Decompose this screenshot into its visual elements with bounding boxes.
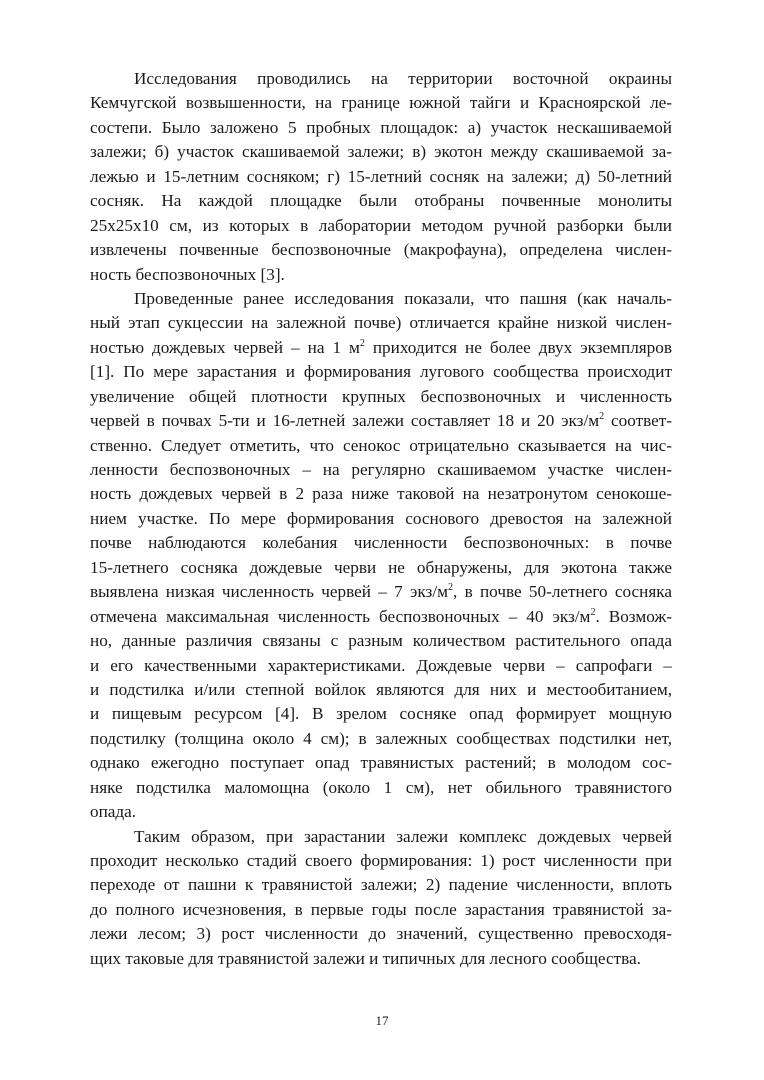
text-line: няке подстилка маломощна (около 1 см), нет обильного травянистого [90, 777, 672, 797]
text-line: ственно. Следует отметить, что сенокос отрицательно сказывается на чис- [90, 435, 672, 455]
text-line: Исследования проводились на территории восточной окраины [134, 69, 672, 88]
text-line: но, данные различия связаны с разным количеством растительного опада [90, 631, 672, 651]
text-line: опада. [90, 802, 137, 822]
text-line: и его качественными характеристиками. Дождевые черви – сапрофаги – [90, 655, 672, 675]
page-number: 17 [375, 1013, 389, 1028]
text-line: ность дождевых червей в 2 раза ниже таковой на незатронутом сенокоше- [90, 484, 672, 504]
text-line: и подстилка и/или степной войлок являются для них и местообитанием, [90, 679, 672, 699]
text-line: переходе от пашни к травянистой залежи; 2) падение численности, вплоть [90, 875, 672, 895]
text-line: ность беспозвоночных [3]. [90, 264, 285, 284]
text-line: почве наблюдаются колебания численности беспозвоночных: в почве [90, 533, 672, 553]
text-line: Кемчугской возвышенности, на границе южной тайги и Красноярской ле- [90, 93, 672, 113]
text-line: и пищевым ресурсом [4]. В зрелом сосняке опад формирует мощную [90, 704, 672, 724]
text-line: состепи. Было заложено 5 пробных площадок: а) участок нескашиваемой [90, 117, 672, 137]
text-line: увеличение общей плотности крупных беспозвоночных и численность [90, 386, 672, 406]
text-line: сосняк. На каждой площадке были отобраны почвенные монолиты [90, 191, 672, 211]
text-line: 15-летнего сосняка дождевые черви не обнаружены, для экотона также [90, 557, 672, 577]
text-line: однако ежегодно поступает опад травянистых растений; в молодом сос- [90, 753, 672, 773]
text-line: ный этап сукцессии на залежной почве) отличается крайне низкой числен- [90, 313, 672, 333]
text-line: проходит несколько стадий своего формирования: 1) рост численности при [90, 851, 672, 870]
text-line: нием участке. По мере формирования соснового древостоя на залежной [90, 508, 672, 528]
text-line: залежи; б) участок скашиваемой залежи; в) экотон между скашиваемой за- [90, 142, 672, 162]
paragraph-previous-research [90, 287, 672, 825]
text-line: 25х25х10 см, из которых в лаборатории методом ручной разборки были [90, 215, 672, 235]
text-line: щих таковые для травянистой залежи и типичных для лесного сообщества. [90, 948, 641, 968]
text-line: подстилку (толщина около 4 см); в залежных сообществах подстилки нет, [90, 728, 672, 748]
text-line: [1]. По мере зарастания и формирования лугового сообщества происходит [90, 362, 672, 382]
text-line: извлечены почвенные беспозвоночные (макрофауна), определена числен- [90, 240, 672, 260]
text-line: лежью и 15-летним сосняком; г) 15-летний сосняк на залежи; д) 50-летний [90, 166, 672, 186]
text-line: Проведенные ранее исследования показали, что пашня (как началь- [134, 288, 672, 308]
text-line: отмечена максимальная численность беспозвоночных – 40 экз/$м^2$. Возмож- [90, 606, 672, 626]
text-line: выявлена низкая численность червей – 7 экз/$м^2$, в почве 50-летнего сосняка [90, 582, 672, 602]
text-line: ленности беспозвоночных – на регулярно скашиваемом участке числен- [90, 460, 672, 479]
text-line: лежи лесом; 3) рост численности до значений, существенно превосходя- [90, 924, 672, 944]
paragraph-conclusion [90, 825, 672, 972]
paragraph-study-sites [90, 67, 672, 287]
body-text [90, 67, 672, 971]
text-line: червей в почвах 5-ти и 16-летней залежи составляет 18 и 20 экз/$м^2$ соответ- [90, 411, 672, 431]
text-line: до полного исчезновения, в первые годы после зарастания травянистой за- [90, 899, 672, 919]
text-line: Таким образом, при зарастании залежи комплекс дождевых червей [134, 826, 672, 846]
text-line: ностью дождевых червей – на 1 $м^2$ приходится не более двух экземпляров [90, 337, 672, 357]
